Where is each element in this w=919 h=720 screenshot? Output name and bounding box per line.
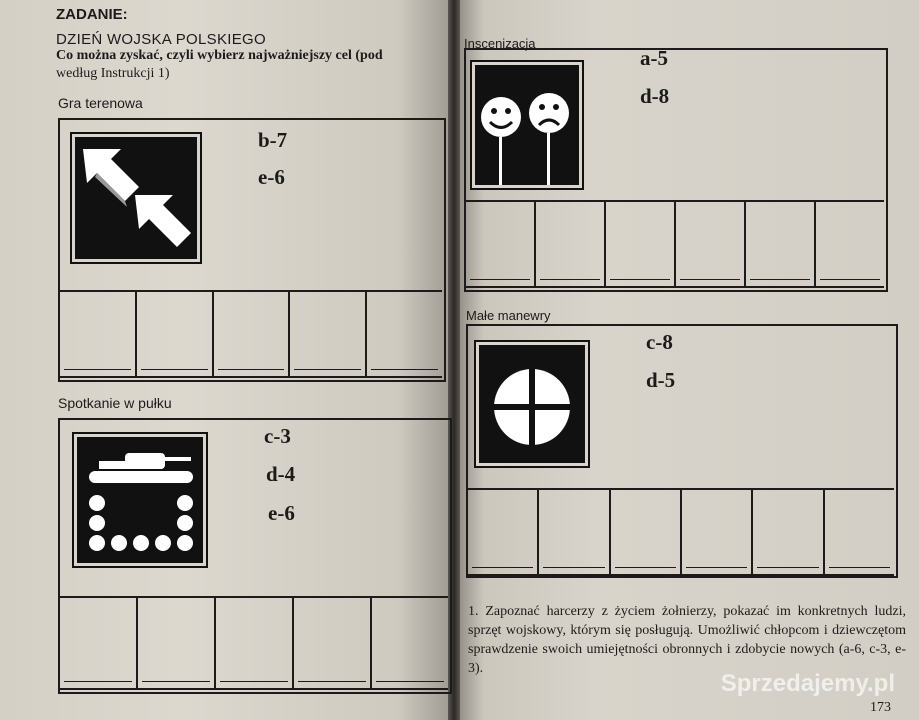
section-label-male-manewry: Małe manewry (466, 308, 551, 323)
code-b-7: b-7 (258, 128, 288, 152)
task-title: DZIEŃ WOJSKA POLSKIEGO (56, 31, 266, 48)
answer-cell[interactable] (680, 490, 751, 574)
answer-cell[interactable] (814, 202, 884, 286)
code-e-6-second: e-6 (268, 501, 295, 525)
code-d-5: d-5 (646, 368, 676, 392)
answer-grid-inscenizacja (466, 200, 884, 288)
instruction-paragraph: 1. Zapoznać harcerzy z życiem żołnierzy, pokazać im konkretnych ludzi, sprzęt wojskowy, którym się posługują. Umożliwić chłopcom i dziewczętom sprawdzenie swoich umiejętności obronnych i zdobycie nowych (a-6, c-3, e-3). (468, 604, 906, 676)
answer-cell[interactable] (823, 490, 894, 574)
code-c-3: c-3 (264, 424, 291, 448)
code-a-5: a-5 (640, 46, 668, 70)
arrows-icon (72, 134, 200, 262)
code-c-8: c-8 (646, 330, 673, 354)
page-number: 173 (870, 700, 891, 715)
answer-cell[interactable] (370, 598, 448, 688)
answer-cell[interactable] (468, 490, 537, 574)
section-label-spotkanie-w-pulku: Spotkanie w pułku (58, 395, 172, 411)
answer-cell[interactable] (534, 202, 604, 286)
crosshair-icon (476, 342, 588, 466)
answer-cell[interactable] (60, 598, 136, 688)
answer-cell[interactable] (466, 202, 534, 286)
tank-icon (74, 434, 206, 566)
answer-cell[interactable] (288, 292, 365, 376)
answer-cell[interactable] (136, 598, 214, 688)
section-label-inscenizacja: Inscenizacja (464, 36, 536, 51)
answer-cell[interactable] (744, 202, 814, 286)
answer-cell[interactable] (60, 292, 135, 376)
task-heading: ZADANIE: (56, 6, 128, 23)
answer-cell[interactable] (212, 292, 289, 376)
answer-cell[interactable] (292, 598, 370, 688)
code-d-8: d-8 (640, 84, 670, 108)
answer-cell[interactable] (609, 490, 680, 574)
answer-grid-spotkanie-w-pulku (60, 596, 448, 690)
section-label-gra-terenowa: Gra terenowa (58, 95, 143, 111)
answer-grid-male-manewry (468, 488, 894, 576)
code-e-6: e-6 (258, 165, 285, 189)
instruction-line-1: Co można zyskać, czyli wybierz najważniejszy cel (pod (56, 48, 383, 63)
answer-cell[interactable] (214, 598, 292, 688)
smiley-faces-icon (472, 62, 582, 188)
answer-grid-gra-terenowa (60, 290, 442, 378)
instruction-line-2: według Instrukcji 1) (56, 66, 170, 81)
answer-cell[interactable] (604, 202, 674, 286)
code-d-4: d-4 (266, 462, 296, 486)
answer-cell[interactable] (751, 490, 822, 574)
answer-cell[interactable] (674, 202, 744, 286)
answer-cell[interactable] (537, 490, 608, 574)
answer-cell[interactable] (135, 292, 212, 376)
answer-cell[interactable] (365, 292, 442, 376)
watermark: Sprzedajemy.pl (720, 670, 895, 697)
